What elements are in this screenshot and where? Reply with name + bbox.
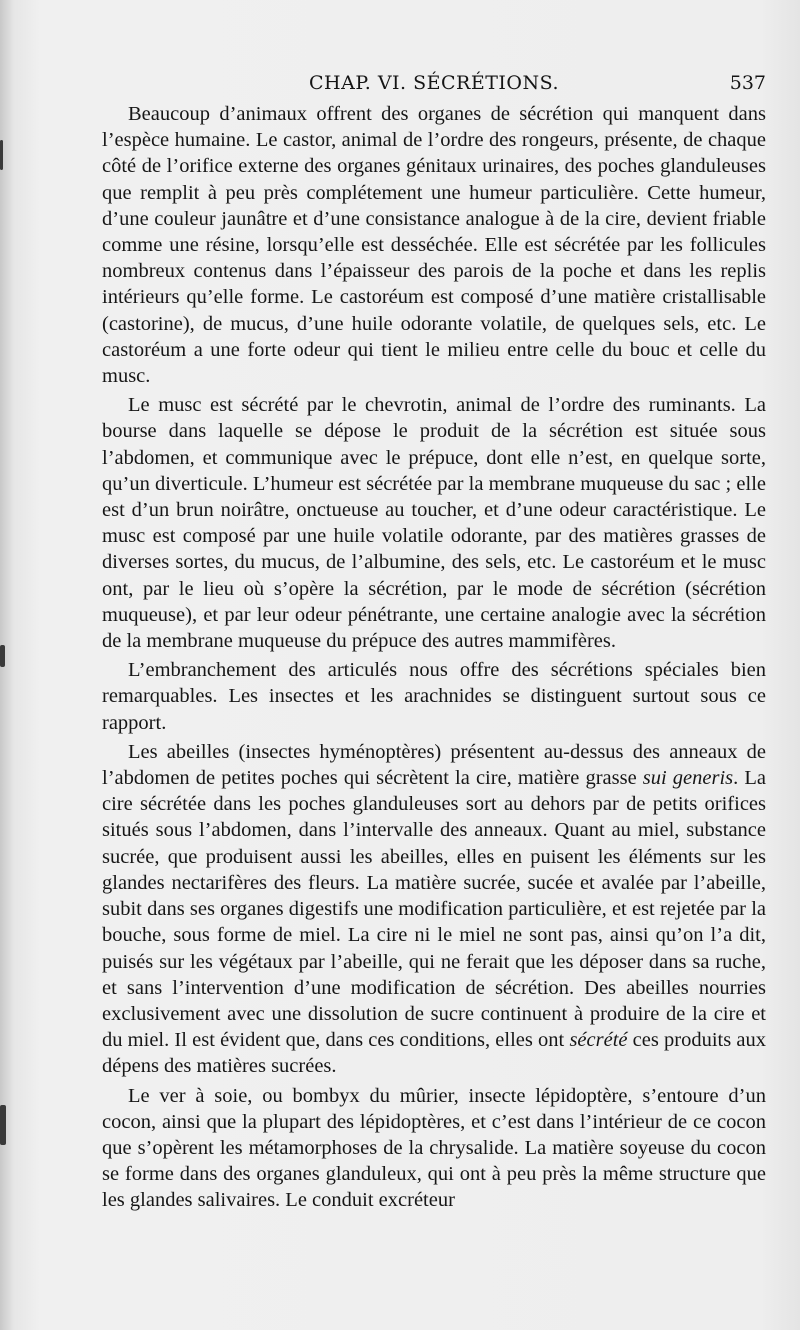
paragraph-abeilles-italic-2: sécrété [569,1029,628,1052]
paragraph-ver-a-soie: Le ver à soie, ou bombyx du mûrier, insecte lépidoptère, s’entoure d’un cocon, ainsi que la plupart des lépidoptères, et c’est dans l’intérieur de ce cocon que s’opèrent les métamorphoses de la chrysalide. La matière soyeuse du cocon se forme dans des organes glanduleux, qui ont à peu près la même structure que les glandes salivaires. Le conduit excréteur [102,1084,766,1212]
body-text [102,101,766,1217]
paragraph-musc: Le musc est sécrété par le chevrotin, animal de l’ordre des ruminants. La bourse dans laquelle se dépose le produit de la sécrétion est située sous l’abdomen, et communique avec le prépuce, dont elle n’est, en quelque sorte, qu’un diverticule. L’humeur est sécrétée par la membrane muqueuse du sac ; elle est d’un brun noirâtre, onctueuse au toucher, et d’une odeur caractéristique. Le musc est composé par une huile volatile odorante, par des matières grasses de diverses sortes, du mucus, de l’albumine, des sels, etc. Le castoréum et le musc ont, par le lieu où s’opère la sécrétion, par le mode de sécrétion (sécrétion muqueuse), et par leur odeur pénétrante, une certaine analogie avec la sécrétion de la membrane muqueuse du prépuce des autres mammifères. [102,394,766,653]
paragraph-abeilles-part-3: ces produits aux dépens des matières sucrées. [102,1029,766,1078]
paragraph-abeilles [102,739,766,1080]
running-title: CHAP. VI. SÉCRÉTIONS. [308,72,559,94]
page-number: 537 [729,72,766,94]
paragraph-articules: L’embranchement des articulés nous offre des sécrétions spéciales bien remarquables. Les insectes et les arachnides se distinguent surtout sous ce rapport. [102,659,766,734]
paragraph-abeilles-part-1: Les abeilles (insectes hyménoptères) présentent au-dessus des anneaux de l’abdomen de petites poches qui sécrètent la cire, matière grasse [102,740,766,790]
page-header [102,72,766,102]
left-margin-mark [0,1105,6,1145]
paragraph-abeilles-italic-1: sui generis [642,767,734,790]
left-margin-mark [0,140,3,170]
paragraph-castor: Beaucoup d’animaux offrent des organes de sécrétion qui manquent dans l’espèce humaine. Le castor, animal de l’ordre des rongeurs, présente, de chaque côté de l’orifice externe des organes génitaux urinaires, des poches glanduleuses que remplit à peu près complétement une humeur particulière. Cette humeur, d’une couleur jaunâtre et d’une consistance analogue à de la cire, devient friable comme une résine, lorsqu’elle est desséchée. Elle est sécrétée par les follicules nombreux contenus dans l’épaisseur des parois de la poche et dans les replis intérieurs qu’elle forme. Le castoréum est composé d’une matière cristallisable (castorine), de mucus, d’une huile odorante volatile, de quelques sels, etc. Le castoréum a une forte odeur qui tient le milieu entre celle du bouc et celle du musc. [102,103,766,388]
left-margin-mark [0,645,5,667]
paragraph-abeilles-part-2: . La cire sécrétée dans les poches glanduleuses sort au dehors par de petits orifices situés sous l’abdomen, dans l’intervalle des anneaux. Quant au miel, substance sucrée, que produisent aussi les abeilles, elles en puisent les éléments sur les glandes nectarifères des fleurs. La matière sucrée, sucée et avalée par l’abeille, subit dans ses organes digestifs une modification particulière, et est rejetée par la bouche, sous forme de miel. La cire ni le miel ne sont pas, ainsi qu’on l’a dit, puisés sur les végétaux par l’abeille, qui ne ferait que les déposer dans sa ruche, et sans l’intervention d’une modification de sécrétion. Des abeilles nourries exclusivement avec une dissolution de sucre continuent à produire de la cire et du miel. Il est évident que, dans ces conditions, elles ont [102,767,766,1052]
